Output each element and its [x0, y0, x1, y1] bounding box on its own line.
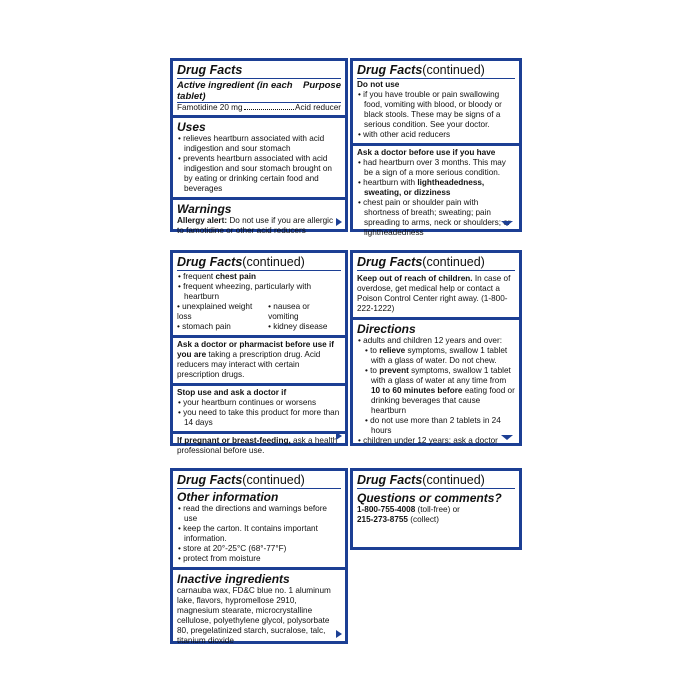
do-not-use-item: if you have trouble or pain swallowing food, vomiting with blood, or bloody or black stools. These may be signs of a serious condition. See your doctor.: [363, 90, 502, 129]
continued-label: (continued): [422, 63, 485, 77]
continue-arrow-icon: [336, 218, 342, 226]
uses-section: Uses • relieves heartburn associated with acid indigestion and sour stomach • prevents heartburn associated with acid indigestion and sour stomach brought on by eating or drinking certain food and beverages: [173, 118, 345, 200]
uses-item: relieves heartburn associated with acid indigestion and sour stomach: [183, 134, 325, 153]
inactive-ingredients-title: Inactive ingredients: [177, 572, 290, 586]
questions-title: Questions or comments?: [357, 491, 502, 505]
panel-heading: Drug Facts: [357, 63, 423, 77]
continued-label: (continued): [422, 255, 485, 269]
panel-heading: Drug Facts: [177, 255, 243, 269]
other-information-item: protect from moisture: [183, 554, 261, 563]
drug-facts-panel-6: [350, 468, 522, 550]
continue-arrow-icon: [336, 630, 342, 638]
panel-heading: Drug Facts: [177, 473, 243, 487]
allergy-alert-label: Allergy alert:: [177, 216, 228, 225]
active-ingredient-section: [173, 61, 345, 118]
stop-use-title: Stop use and ask a doctor if: [177, 388, 287, 397]
stop-use-item: you need to take this product for more than 14 days: [183, 408, 340, 427]
collect-phone: 215-273-8755: [357, 515, 408, 524]
drug-facts-panel-1: [170, 58, 348, 235]
ask-doctor-continued-section: Drug Facts(continued) • frequent chest pain • frequent wheezing, particularly with heartburn • unexplained weight loss • nausea or vomiting • stomach pain • kidney disease: [173, 253, 345, 338]
toll-free-phone: 1-800-755-4008: [357, 505, 416, 514]
directions-item: eating food or drinking beverages that cause heartburn: [371, 386, 515, 415]
continued-label: (continued): [242, 255, 305, 269]
active-ingredient-name: Famotidine 20 mg: [177, 103, 243, 112]
directions-section: Directions • adults and children 12 years and over: • to relieve symptoms, swallow 1 tablet with a glass of water. Do not chew. • to prevent symptoms, swallow 1 tablet with a glass of water at any time from 10 to 60 minutes before eating food or drinking beverages that cause heartburn • do not use more than 2 tablets in 24 hours • children under 12 years: ask a doctor: [357, 322, 515, 445]
allergy-alert-text: Do not use if you are allergic to famotidine or other acid reducers: [177, 216, 334, 235]
uses-item: prevents heartburn associated with acid indigestion and sour stomach brought on by eating or drinking certain food and beverages: [183, 154, 332, 193]
directions-item: children under 12 years: ask a doctor: [363, 436, 498, 445]
condition-item: unexplained weight loss: [177, 302, 253, 321]
stop-use-item: your heartburn continues or worsens: [183, 398, 317, 407]
uses-title: Uses: [177, 120, 206, 134]
ask-pharmacist-text: taking a prescription drug. Acid reducers may interact with certain prescription drugs.: [177, 350, 321, 379]
do-not-use-item: with other acid reducers: [363, 130, 451, 139]
ask-doctor-item-bold: lightheadedness, sweating, or dizziness: [364, 178, 485, 197]
active-ingredient-row: [177, 103, 341, 113]
drug-facts-panel-2: [350, 58, 522, 237]
other-information-item: keep the carton. It contains important information.: [183, 524, 318, 543]
continued-label: (continued): [242, 473, 305, 487]
continue-arrow-icon: [336, 432, 342, 440]
other-information-title: Other information: [177, 490, 279, 504]
ask-doctor-item: chest pain or shoulder pain with shortness of breath; sweating; pain spreading to arms, neck or shoulders; or lightheadedness: [363, 198, 511, 237]
condition-item: kidney disease: [273, 322, 328, 331]
condition-item: nausea or vomiting: [268, 302, 310, 321]
drug-facts-panel-5: [170, 468, 348, 644]
warnings-section: [173, 200, 345, 239]
continue-arrow-icon: [501, 221, 513, 226]
stop-use-section: Stop use and ask a doctor if • your heartburn continues or worsens • you need to take this product for more than 14 days: [173, 386, 345, 434]
questions-section: Drug Facts(continued) Questions or comments? 1-800-755-4008 (toll-free) or 215-273-8755 (collect): [353, 471, 519, 528]
ask-doctor-item: had heartburn over 3 months. This may be a sign of a more serious condition.: [363, 158, 506, 177]
drug-facts-panel-3: [170, 250, 348, 455]
ask-doctor-title: Ask a doctor before use if you have: [357, 148, 496, 157]
directions-item: adults and children 12 years and over:: [363, 336, 502, 345]
keep-out-of-reach-title: Keep out of reach of children.: [357, 274, 473, 283]
ask-pharmacist-section: [173, 338, 345, 386]
continue-arrow-icon: [501, 435, 513, 440]
warnings-title: Warnings: [177, 202, 232, 216]
active-ingredient-label: Active ingredient (in each tablet): [177, 80, 293, 102]
pregnancy-title: If pregnant or breast-feeding,: [177, 436, 291, 445]
active-ingredient-purpose: Acid reducer: [295, 103, 341, 112]
condition-item: frequent wheezing, particularly with heartburn: [183, 282, 312, 301]
purpose-label: Purpose: [302, 80, 341, 91]
directions-title: Directions: [357, 322, 416, 336]
pregnancy-text: ask a health professional before use.: [177, 436, 338, 455]
condition-item: stomach pain: [182, 322, 231, 331]
ask-doctor-section: Ask a doctor before use if you have • had heartburn over 3 months. This may be a sign of a more serious condition. • heartburn with lightheadedness, sweating, or dizziness • chest pain or shoulder pain with shortness of breath; sweating; pain spreading to arms, neck or shoulders; or lightheadedness: [353, 146, 519, 241]
directions-item: do not use more than 2 tablets in 24 hours: [370, 416, 501, 435]
other-information-item: store at 20°-25°C (68°-77°F): [183, 544, 287, 553]
panel-heading: Drug Facts: [177, 63, 341, 79]
other-information-item: read the directions and warnings before use: [183, 504, 327, 523]
panel-heading: Drug Facts: [357, 255, 423, 269]
inactive-ingredients-section: [173, 570, 345, 649]
ask-pharmacist-title: Ask a doctor or pharmacist before use if you are: [177, 340, 334, 359]
other-information-section: Drug Facts(continued) Other information • read the directions and warnings before use • keep the carton. It contains important information. • store at 20°-25°C (68°-77°F) • protect from moisture: [173, 471, 345, 570]
directions-item: symptoms, swallow 1 tablet with a glass of water. Do not chew.: [371, 346, 508, 365]
continued-label: (continued): [422, 473, 485, 487]
inactive-ingredients-text: carnauba wax, FD&C blue no. 1 aluminum lake, flavors, hypromellose 2910, magnesium stearate, microcrystalline cellulose, polyethylene glycol, polysorbate 80, pregelatinized starch, sucralose, talc, titanium dioxide: [177, 586, 331, 645]
keep-out-of-reach-section: [353, 253, 519, 320]
condition-item-bold: chest pain: [215, 272, 256, 281]
drug-facts-panel-4: [350, 250, 522, 446]
keep-out-of-reach-text: In case of overdose, get medical help or contact a Poison Control Center right away. (1-800-222-1222): [357, 274, 511, 313]
pregnancy-section: [173, 434, 345, 459]
do-not-use-section: Drug Facts(continued) Do not use • if you have trouble or pain swallowing food, vomiting with blood, or bloody or black stools. These may be signs of a serious condition. See your doctor. • with other acid reducers: [353, 61, 519, 146]
do-not-use-title: Do not use: [357, 80, 400, 89]
panel-heading: Drug Facts: [357, 473, 423, 487]
